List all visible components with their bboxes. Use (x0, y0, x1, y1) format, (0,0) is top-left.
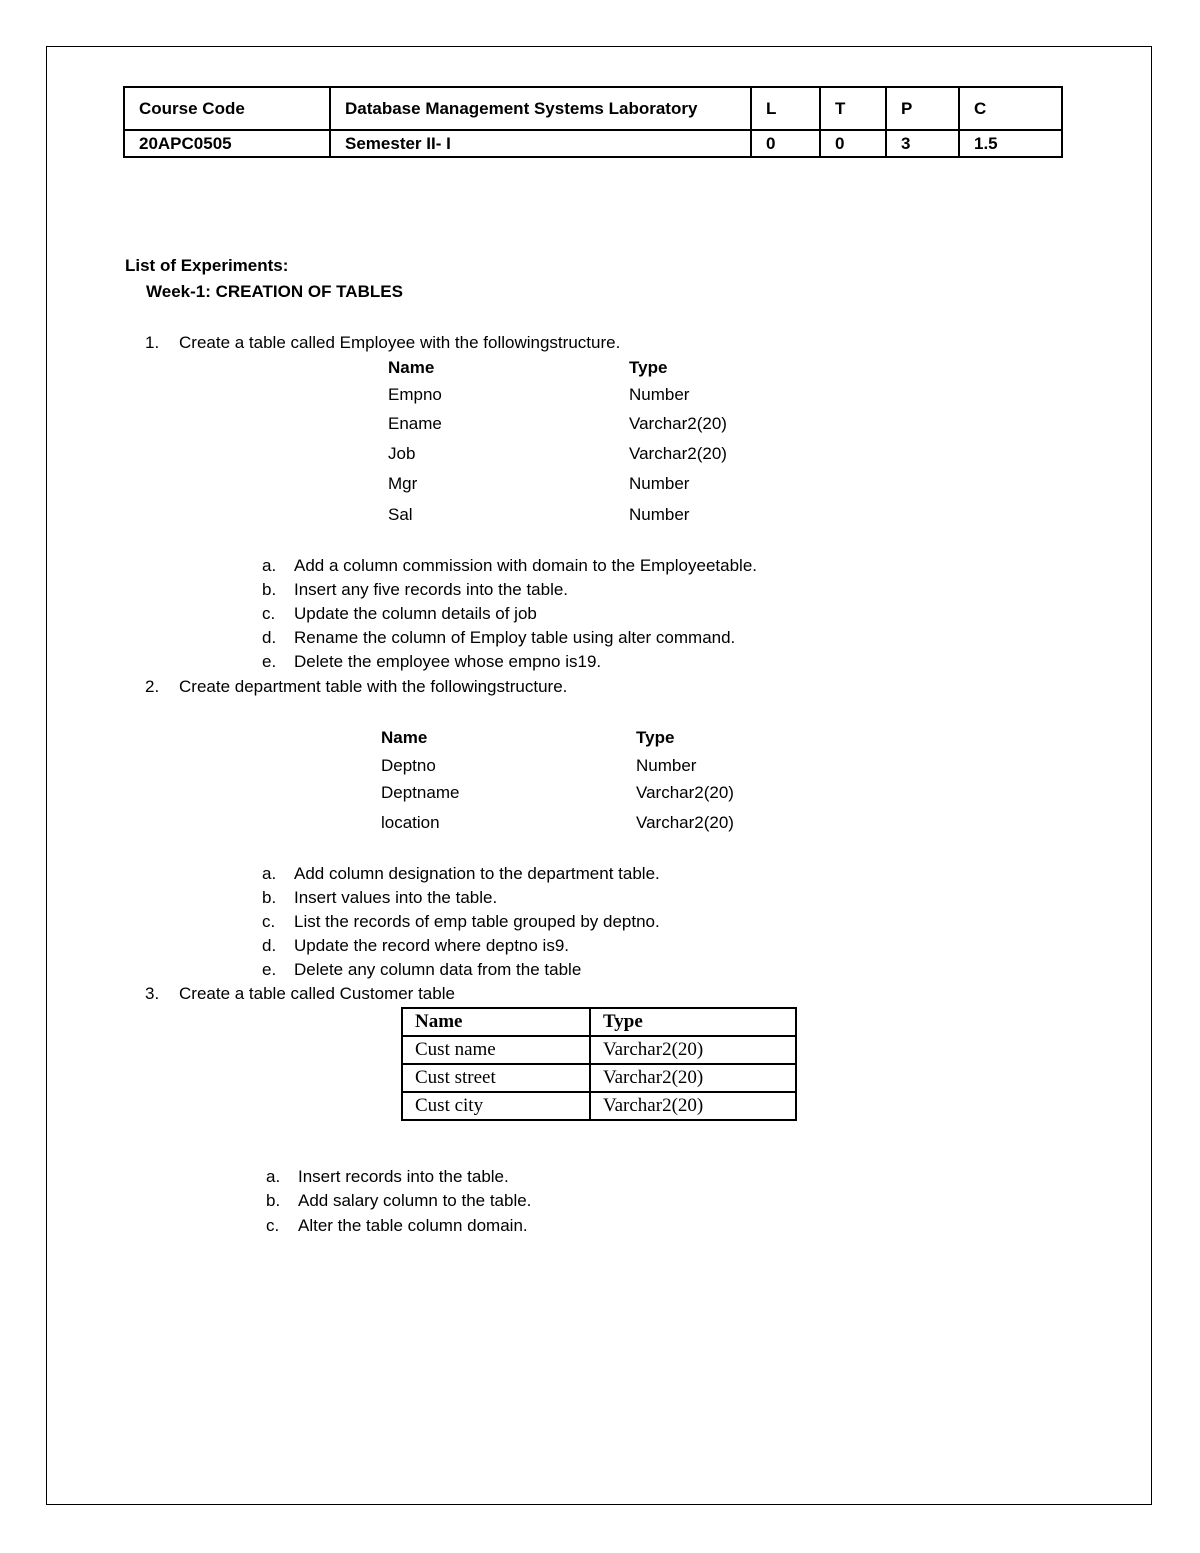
exp2-sub-text: Add column designation to the department table. (294, 864, 660, 883)
exp2-number: 2. (145, 677, 160, 696)
exp2-field-name: location (381, 813, 440, 832)
course-value-row (124, 130, 1062, 157)
exp1-number: 1. (145, 333, 160, 352)
exp1-sub-text: Delete the employee whose empno is19. (294, 652, 602, 671)
exp2-sub-letter: e. (262, 960, 277, 979)
customer-field-type: Varchar2(20) (590, 1092, 796, 1120)
customer-field-type: Varchar2(20) (590, 1036, 796, 1064)
course-code-value: 20APC0505 (124, 130, 330, 157)
customer-field-name: Cust name (402, 1036, 590, 1064)
exp3-sub-letter: a. (266, 1167, 281, 1186)
exp2-sub-letter: d. (262, 936, 277, 955)
exp2-sub-letter: c. (262, 912, 276, 931)
exp1-field-name: Ename (388, 414, 442, 433)
exp2-field-type: Varchar2(20) (636, 783, 734, 802)
exp2-field-name: Deptno (381, 756, 436, 775)
exp3-number: 3. (145, 984, 160, 1003)
exp1-sub-letter: d. (262, 628, 277, 647)
semester-value: Semester II- I (330, 130, 751, 157)
exp2-sub-letter: a. (262, 864, 277, 883)
exp1-field-type: Number (629, 385, 690, 404)
exp2-sub-text: Insert values into the table. (294, 888, 498, 907)
exp1-sub-letter: e. (262, 652, 277, 671)
list-title: List of Experiments: (125, 256, 289, 275)
table-row (402, 1064, 796, 1092)
exp1-field-type: Varchar2(20) (629, 414, 727, 433)
exp1-col-name: Name (388, 358, 435, 377)
exp1-sub-text: Update the column details of job (294, 604, 537, 623)
week-title: Week-1: CREATION OF TABLES (146, 282, 403, 301)
customer-col-type: Type (590, 1008, 796, 1036)
p-label: P (886, 87, 959, 130)
customer-field-name: Cust city (402, 1092, 590, 1120)
exp3-sub-text: Alter the table column domain. (298, 1216, 528, 1235)
exp2-text: Create department table with the followingstructure. (179, 677, 568, 696)
customer-table (401, 1007, 797, 1121)
exp1-field-name: Mgr (388, 474, 418, 493)
course-title: Database Management Systems Laboratory (330, 87, 751, 130)
exp1-sub-letter: a. (262, 556, 277, 575)
p-value: 3 (886, 130, 959, 157)
exp3-sub-letter: b. (266, 1191, 281, 1210)
exp2-sub-letter: b. (262, 888, 277, 907)
table-row (402, 1092, 796, 1120)
exp1-sub-text: Rename the column of Employ table using alter command. (294, 628, 736, 647)
exp1-sub-text: Add a column commission with domain to the Employeetable. (294, 556, 758, 575)
exp2-field-name: Deptname (381, 783, 460, 802)
c-value: 1.5 (959, 130, 1062, 157)
customer-table-header (402, 1008, 796, 1036)
exp2-sub-text: Update the record where deptno is9. (294, 936, 570, 955)
exp1-field-name: Empno (388, 385, 442, 404)
course-header-row (124, 87, 1062, 130)
c-label: C (959, 87, 1062, 130)
exp1-sub-text: Insert any five records into the table. (294, 580, 569, 599)
exp3-sub-letter: c. (266, 1216, 280, 1235)
exp1-field-name: Job (388, 444, 416, 463)
customer-field-name: Cust street (402, 1064, 590, 1092)
exp1-field-type: Number (629, 505, 690, 524)
course-code-label: Course Code (124, 87, 330, 130)
exp3-sub-text: Insert records into the table. (298, 1167, 509, 1186)
exp1-sub-letter: b. (262, 580, 277, 599)
exp1-field-type: Number (629, 474, 690, 493)
exp1-col-type: Type (629, 358, 668, 377)
exp2-col-name: Name (381, 728, 428, 747)
exp1-field-name: Sal (388, 505, 413, 524)
exp1-text: Create a table called Employee with the followingstructure. (179, 333, 621, 352)
exp2-field-type: Varchar2(20) (636, 813, 734, 832)
l-value: 0 (751, 130, 820, 157)
exp2-col-type: Type (636, 728, 675, 747)
exp3-sub-text: Add salary column to the table. (298, 1191, 532, 1210)
table-row (402, 1036, 796, 1064)
t-label: T (820, 87, 886, 130)
customer-col-name: Name (402, 1008, 590, 1036)
exp1-field-type: Varchar2(20) (629, 444, 727, 463)
exp2-field-type: Number (636, 756, 697, 775)
exp2-sub-text: Delete any column data from the table (294, 960, 582, 979)
l-label: L (751, 87, 820, 130)
t-value: 0 (820, 130, 886, 157)
customer-field-type: Varchar2(20) (590, 1064, 796, 1092)
course-info-table (123, 86, 1063, 158)
exp1-sub-letter: c. (262, 604, 276, 623)
exp3-text: Create a table called Customer table (179, 984, 455, 1003)
exp2-sub-text: List the records of emp table grouped by deptno. (294, 912, 660, 931)
